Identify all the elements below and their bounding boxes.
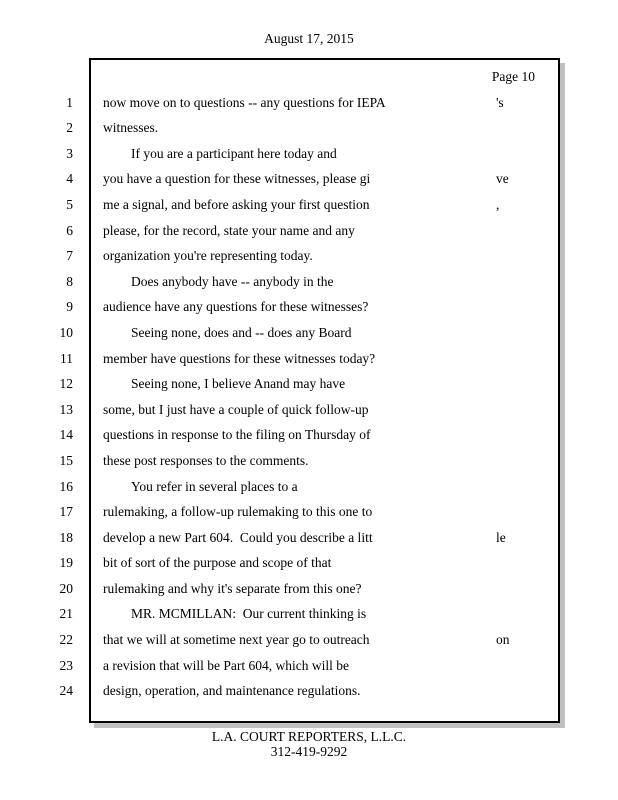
- line-text: audience have any questions for these witnesses?: [103, 299, 369, 315]
- line-text: design, operation, and maintenance regulations.: [103, 683, 361, 699]
- line-text: that we will at sometime next year go to outreach: [103, 632, 370, 648]
- line-row: [0, 525, 618, 551]
- line-number: 7: [66, 248, 73, 264]
- line-number: 16: [59, 478, 73, 494]
- footer-phone: 312-419-9292: [270, 743, 348, 759]
- line-number: 3: [66, 145, 73, 161]
- line-row: [0, 141, 618, 167]
- line-number: 9: [66, 299, 73, 315]
- line-number: 8: [66, 273, 73, 289]
- line-number: 6: [66, 222, 73, 238]
- line-text: Does anybody have -- anybody in the: [131, 273, 334, 289]
- date-header: August 17, 2015: [264, 31, 354, 46]
- line-text: bit of sort of the purpose and scope of that: [103, 555, 332, 571]
- line-overflow-fragment: ve: [496, 171, 509, 187]
- line-text: You refer in several places to a: [131, 478, 298, 494]
- line-number: 2: [66, 120, 73, 136]
- line-number: 13: [59, 401, 73, 417]
- line-number: 14: [59, 427, 73, 443]
- line-row: [0, 218, 618, 244]
- line-number: 17: [59, 504, 73, 520]
- line-text: rulemaking and why it's separate from this one?: [103, 580, 362, 596]
- line-number: 15: [59, 452, 73, 468]
- line-row: [0, 448, 618, 474]
- line-number: 10: [59, 324, 73, 340]
- line-row: [0, 576, 618, 602]
- line-text: you have a question for these witnesses, please gi: [103, 171, 371, 187]
- line-number: 5: [66, 196, 73, 212]
- line-overflow-fragment: 's: [496, 94, 504, 110]
- line-text: Seeing none, does and -- does any Board: [131, 324, 352, 340]
- line-number: 1: [66, 94, 73, 110]
- line-number: 21: [59, 606, 73, 622]
- line-row: [0, 243, 618, 269]
- line-text: please, for the record, state your name and any: [103, 222, 355, 238]
- line-row: [0, 397, 618, 423]
- line-text: organization you're representing today.: [103, 248, 313, 264]
- line-row: [0, 653, 618, 679]
- line-text: Seeing none, I believe Anand may have: [131, 376, 346, 392]
- line-number: 22: [59, 632, 73, 648]
- line-number: 19: [59, 555, 73, 571]
- line-overflow-fragment: ,: [496, 196, 500, 212]
- line-number: 12: [59, 376, 73, 392]
- line-number: 18: [59, 529, 73, 545]
- line-row: [0, 678, 618, 704]
- line-text: these post responses to the comments.: [103, 452, 309, 468]
- line-overflow-fragment: on: [496, 632, 510, 648]
- line-row: [0, 474, 618, 500]
- line-row: [0, 320, 618, 346]
- line-overflow-fragment: le: [496, 529, 506, 545]
- line-row: [0, 346, 618, 372]
- line-row: [0, 90, 618, 116]
- line-text: member have questions for these witnesses today?: [103, 350, 376, 366]
- line-text: If you are a participant here today and: [131, 145, 337, 161]
- line-text: questions in response to the filing on Thursday of: [103, 427, 371, 443]
- line-row: [0, 499, 618, 525]
- line-number: 11: [60, 350, 73, 366]
- line-number: 4: [66, 171, 73, 187]
- page-number-label: Page 10: [491, 69, 535, 84]
- line-number: 24: [59, 683, 73, 699]
- line-row: [0, 601, 618, 627]
- line-row: [0, 166, 618, 192]
- line-row: [0, 115, 618, 141]
- line-row: [0, 294, 618, 320]
- line-number: 20: [59, 580, 73, 596]
- line-text: rulemaking, a follow-up rulemaking to this one to: [103, 504, 373, 520]
- line-row: [0, 422, 618, 448]
- line-row: [0, 627, 618, 653]
- line-text: witnesses.: [103, 120, 159, 136]
- line-text: me a signal, and before asking your first question: [103, 196, 370, 212]
- transcript-lines: [0, 64, 618, 704]
- line-row: [0, 550, 618, 576]
- line-text: MR. MCMILLAN: Our current thinking is: [131, 606, 367, 622]
- footer: [0, 730, 618, 759]
- footer-company: L.A. COURT REPORTERS, L.L.C.: [211, 729, 407, 744]
- line-text: develop a new Part 604. Could you describe a litt: [103, 529, 373, 545]
- line-number: 23: [59, 657, 73, 673]
- line-text: a revision that will be Part 604, which will be: [103, 657, 349, 673]
- line-row: [0, 371, 618, 397]
- line-row: [0, 192, 618, 218]
- line-text: some, but I just have a couple of quick follow-up: [103, 401, 369, 417]
- line-row: [0, 269, 618, 295]
- line-text: now move on to questions -- any questions for IEPA: [103, 94, 386, 110]
